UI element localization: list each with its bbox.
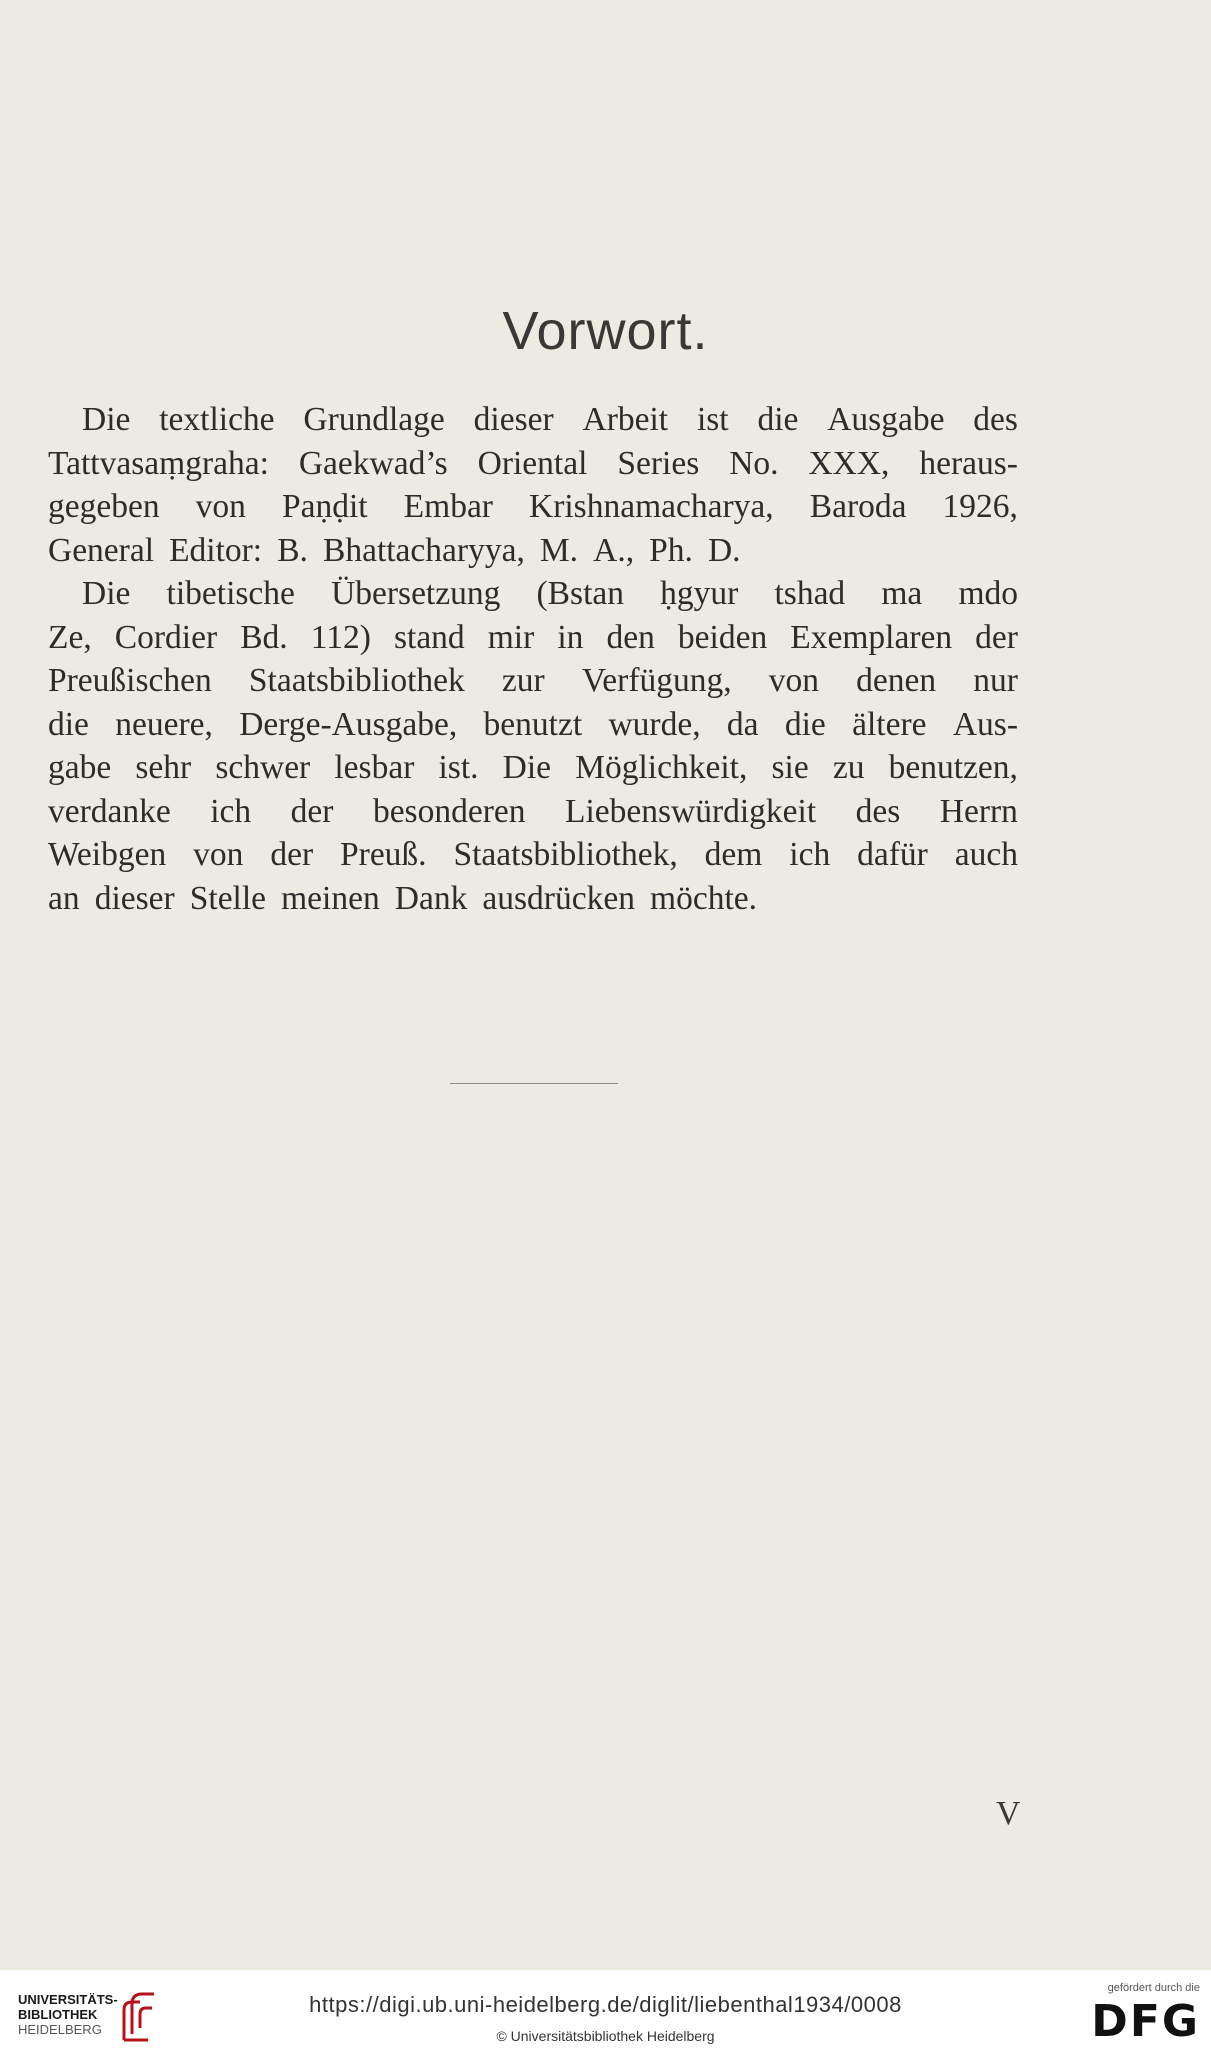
word: der bbox=[270, 836, 314, 873]
word: heraus- bbox=[919, 444, 1018, 482]
text-line bbox=[48, 485, 1018, 529]
body-text bbox=[48, 398, 1018, 920]
word: Staatsbibliothek, bbox=[453, 836, 678, 873]
word: Liebenswürdigkeit bbox=[564, 792, 817, 830]
word: sie bbox=[771, 749, 809, 786]
library-name-line2: BIBLIOTHEK bbox=[18, 2007, 98, 2022]
word: Weibgen bbox=[48, 836, 167, 873]
word: die bbox=[757, 401, 799, 438]
word: Embar bbox=[403, 488, 493, 525]
word: dem bbox=[704, 836, 763, 873]
word: möchte. bbox=[650, 879, 758, 917]
word: D. bbox=[707, 531, 741, 569]
word: von bbox=[768, 662, 820, 699]
word: da bbox=[726, 705, 759, 743]
text-line bbox=[48, 790, 1018, 834]
funder-logo[interactable] bbox=[1074, 1982, 1200, 2048]
word: Preußischen bbox=[48, 662, 212, 699]
word: dieser bbox=[473, 401, 554, 438]
word: gegeben bbox=[48, 488, 160, 525]
word: meinen bbox=[281, 879, 380, 917]
word: ist. bbox=[438, 749, 479, 786]
text-line bbox=[48, 703, 1018, 747]
word: Oriental bbox=[477, 444, 588, 482]
word: Herrn bbox=[939, 792, 1018, 830]
word: Bd. bbox=[240, 618, 288, 656]
word: beiden bbox=[677, 618, 768, 656]
word: textliche bbox=[159, 401, 275, 438]
word: Verfügung, bbox=[581, 662, 732, 699]
word: Cordier bbox=[114, 618, 218, 656]
word: neuere, bbox=[115, 705, 213, 743]
word: Series bbox=[617, 444, 700, 482]
text-line bbox=[48, 877, 1018, 921]
word: 1926, bbox=[942, 488, 1018, 525]
permalink-url[interactable]: https://digi.ub.uni-heidelberg.de/diglit/liebenthal1934/0008 bbox=[309, 1992, 902, 2017]
word: die bbox=[48, 705, 89, 743]
word: 112) bbox=[310, 618, 371, 656]
word: ich bbox=[789, 836, 831, 873]
word: XXX, bbox=[808, 444, 890, 482]
word: Aus- bbox=[952, 705, 1018, 743]
word: gabe bbox=[48, 749, 112, 786]
word: Dank bbox=[394, 879, 468, 917]
word: Bhattacharyya, bbox=[322, 531, 525, 569]
word: Ph. bbox=[649, 531, 693, 569]
word: Baroda bbox=[809, 488, 907, 525]
text-line bbox=[48, 746, 1018, 790]
word: wurde, bbox=[608, 705, 701, 743]
word: Übersetzung bbox=[331, 575, 501, 612]
word: Die bbox=[82, 575, 131, 612]
text-line bbox=[48, 442, 1018, 486]
copyright-notice: © Universitätsbibliothek Heidelberg bbox=[496, 2028, 715, 2044]
word: ich bbox=[210, 792, 252, 830]
text-line bbox=[48, 529, 1018, 573]
word: Gaekwad’s bbox=[298, 444, 448, 482]
word: dafür bbox=[857, 836, 928, 873]
text-line bbox=[48, 659, 1018, 703]
word: der bbox=[975, 618, 1018, 656]
word: Editor: bbox=[169, 531, 263, 569]
word: (Bstan bbox=[536, 575, 624, 612]
word: Staatsbibliothek bbox=[248, 662, 465, 699]
word: von bbox=[193, 836, 244, 873]
text-line bbox=[48, 572, 1018, 616]
word: des bbox=[973, 401, 1018, 438]
word: in bbox=[557, 618, 584, 656]
word: Exemplaren bbox=[790, 618, 953, 656]
word: Möglichkeit, bbox=[575, 749, 748, 786]
word: zur bbox=[501, 662, 545, 699]
word: an bbox=[48, 879, 80, 917]
word: No. bbox=[729, 444, 779, 482]
word: den bbox=[606, 618, 655, 656]
text-line bbox=[48, 833, 1018, 877]
word: nur bbox=[973, 662, 1018, 699]
word: Ze, bbox=[48, 618, 92, 656]
word: Grundlage bbox=[303, 401, 445, 438]
word: ḥgyur bbox=[660, 575, 739, 612]
word: dieser bbox=[94, 879, 175, 917]
word: besonderen bbox=[372, 792, 526, 830]
word: von bbox=[195, 488, 246, 525]
word: sehr bbox=[135, 749, 192, 786]
word: lesbar bbox=[334, 749, 415, 786]
word: mir bbox=[487, 618, 535, 656]
word: ist bbox=[696, 401, 729, 438]
word: Ausgabe bbox=[827, 401, 945, 438]
word: Die bbox=[82, 401, 131, 438]
funder-label: gefördert durch die bbox=[1107, 1982, 1200, 1994]
word: General bbox=[48, 531, 155, 569]
word: die bbox=[784, 705, 826, 743]
word: benutzen, bbox=[888, 749, 1018, 786]
word: stand bbox=[393, 618, 465, 656]
library-name-line1: UNIVERSITÄTS- bbox=[18, 1992, 118, 2007]
word: ältere bbox=[852, 705, 927, 743]
word: A., bbox=[593, 531, 635, 569]
word: Stelle bbox=[189, 879, 267, 917]
word: benutzt bbox=[483, 705, 583, 743]
word: denen bbox=[856, 662, 937, 699]
word: auch bbox=[954, 836, 1018, 873]
word: tshad bbox=[774, 575, 846, 612]
text-line bbox=[48, 616, 1018, 660]
library-name-line3: HEIDELBERG bbox=[18, 2022, 102, 2037]
word: Derge-Ausgabe, bbox=[239, 705, 458, 743]
word: M. bbox=[539, 531, 579, 569]
dfg-logo: DFG bbox=[1091, 1996, 1200, 2047]
word: Arbeit bbox=[582, 401, 669, 438]
word: B. bbox=[277, 531, 308, 569]
word: Die bbox=[502, 749, 552, 786]
word: ausdrücken bbox=[482, 879, 635, 917]
page-title: Vorwort. bbox=[502, 301, 709, 361]
word: Krishnamacharya, bbox=[529, 488, 774, 525]
word: des bbox=[855, 792, 901, 830]
word: ma bbox=[881, 575, 923, 612]
word: mdo bbox=[958, 575, 1018, 612]
section-divider bbox=[450, 1083, 618, 1084]
word: Paṇḍit bbox=[281, 488, 368, 525]
text-line bbox=[48, 398, 1018, 442]
word: Tattvasaṃgraha: bbox=[48, 444, 269, 482]
word: verdanke bbox=[48, 792, 171, 830]
viewer-footer bbox=[0, 1970, 1211, 2058]
page-number: V bbox=[996, 1795, 1021, 1832]
word: schwer bbox=[215, 749, 311, 786]
word: tibetische bbox=[166, 575, 295, 612]
word: der bbox=[290, 792, 334, 830]
word: Preuß. bbox=[340, 836, 427, 873]
word: zu bbox=[832, 749, 865, 786]
